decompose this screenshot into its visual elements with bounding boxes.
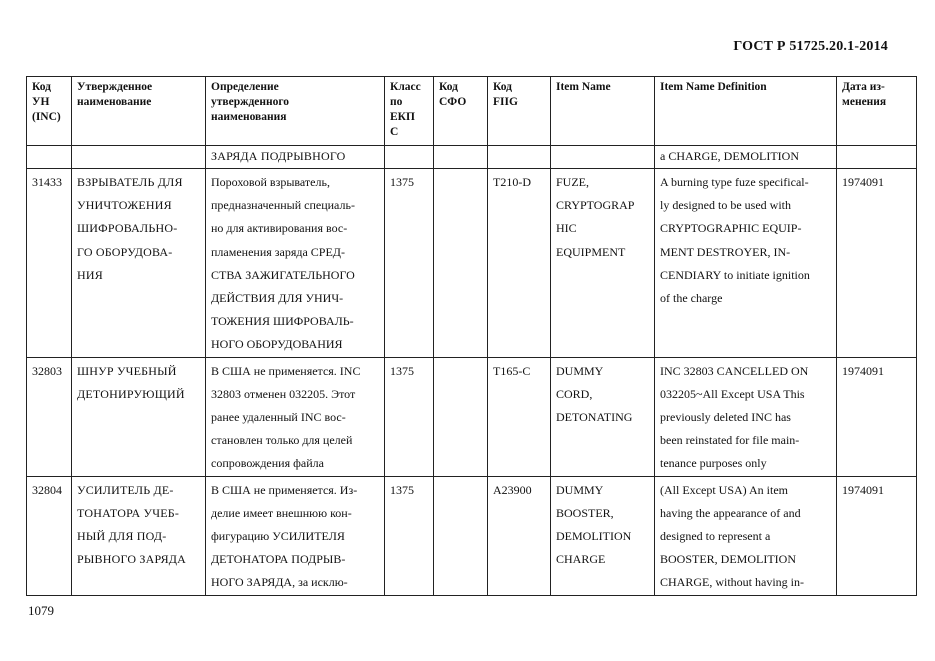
cell-fiig: T165-C (488, 357, 551, 476)
cell-definition: ЗАРЯДА ПОДРЫВНОГО (206, 146, 385, 169)
header-approved-name: Утвержденное наименование (72, 77, 206, 146)
page-number: 1079 (28, 603, 54, 618)
cell-sfo (434, 146, 488, 169)
header-item-name: Item Name (551, 77, 655, 146)
cell-date: 1974091 (837, 169, 917, 358)
cell-name: ШНУР УЧЕБНЫЙ ДЕТОНИРУЮЩИЙ (72, 357, 206, 476)
cell-fiig (488, 146, 551, 169)
table-row (27, 169, 917, 358)
cell-definition: В США не применяется. INC 32803 отменен 032205. Этот ранее удаленный INC вос- становлен только для целей сопровождения файла (206, 357, 385, 476)
cell-inc (27, 146, 72, 169)
cell-inc: 32804 (27, 476, 72, 595)
document-standard-header: ГОСТ Р 51725.20.1-2014 (733, 39, 888, 54)
header-change-date: Дата из- менения (837, 77, 917, 146)
header-fiig: Код FIIG (488, 77, 551, 146)
cell-item-definition: A burning type fuze specifical- ly designed to be used with CRYPTOGRAPHIC EQUIP- MENT DESTROYER, IN- CENDIARY to initiate ignition of the charge (655, 169, 837, 358)
cell-date: 1974091 (837, 476, 917, 595)
cell-item-name: FUZE, CRYPTOGRAP HIC EQUIPMENT (551, 169, 655, 358)
cell-name (72, 146, 206, 169)
cell-item-name: DUMMY BOOSTER, DEMOLITION CHARGE (551, 476, 655, 595)
cell-class (385, 146, 434, 169)
cell-date: 1974091 (837, 357, 917, 476)
cell-inc: 32803 (27, 357, 72, 476)
cell-item-name (551, 146, 655, 169)
cell-name: УСИЛИТЕЛЬ ДЕ- ТОНАТОРА УЧЕБ- НЫЙ ДЛЯ ПОД- РЫВНОГО ЗАРЯДА (72, 476, 206, 595)
header-sfo: Код СФО (434, 77, 488, 146)
cell-fiig: T210-D (488, 169, 551, 358)
cell-item-definition: INC 32803 CANCELLED ON 032205~All Except USA This previously deleted INC has been reinstated for file main- tenance purposes only (655, 357, 837, 476)
continuation-row (27, 146, 917, 169)
cell-sfo (434, 169, 488, 358)
specification-table (26, 76, 917, 596)
header-inc: Код УН (INC) (27, 77, 72, 146)
cell-definition: Пороховой взрыватель, предназначенный специаль- но для активирования вос- пламенения заряда СРЕД- СТВА ЗАЖИГАТЕЛЬНОГО ДЕЙСТВИЯ ДЛЯ УНИЧ- ТОЖЕНИЯ ШИФРОВАЛЬ- НОГО ОБОРУДОВАНИЯ (206, 169, 385, 358)
cell-date (837, 146, 917, 169)
cell-class: 1375 (385, 169, 434, 358)
cell-class: 1375 (385, 476, 434, 595)
header-name-definition: Определение утвержденного наименования (206, 77, 385, 146)
cell-sfo (434, 357, 488, 476)
cell-inc: 31433 (27, 169, 72, 358)
cell-item-definition: a CHARGE, DEMOLITION (655, 146, 837, 169)
cell-name: ВЗРЫВАТЕЛЬ ДЛЯ УНИЧТОЖЕНИЯ ШИФРОВАЛЬНО- ГО ОБОРУДОВА- НИЯ (72, 169, 206, 358)
table-row (27, 476, 917, 595)
header-item-name-definition: Item Name Definition (655, 77, 837, 146)
cell-sfo (434, 476, 488, 595)
cell-item-definition: (All Except USA) An item having the appearance of and designed to represent a BOOSTER, DEMOLITION CHARGE, without having in- (655, 476, 837, 595)
cell-definition: В США не применяется. Из- делие имеет внешнюю кон- фигурацию УСИЛИТЕЛЯ ДЕТОНАТОРА ПОДРЫВ- НОГО ЗАРЯДА, за исклю- (206, 476, 385, 595)
table-header-row (27, 77, 917, 146)
cell-class: 1375 (385, 357, 434, 476)
cell-fiig: A23900 (488, 476, 551, 595)
table-row (27, 357, 917, 476)
header-class: Класс по ЕКП С (385, 77, 434, 146)
cell-item-name: DUMMY CORD, DETONATING (551, 357, 655, 476)
